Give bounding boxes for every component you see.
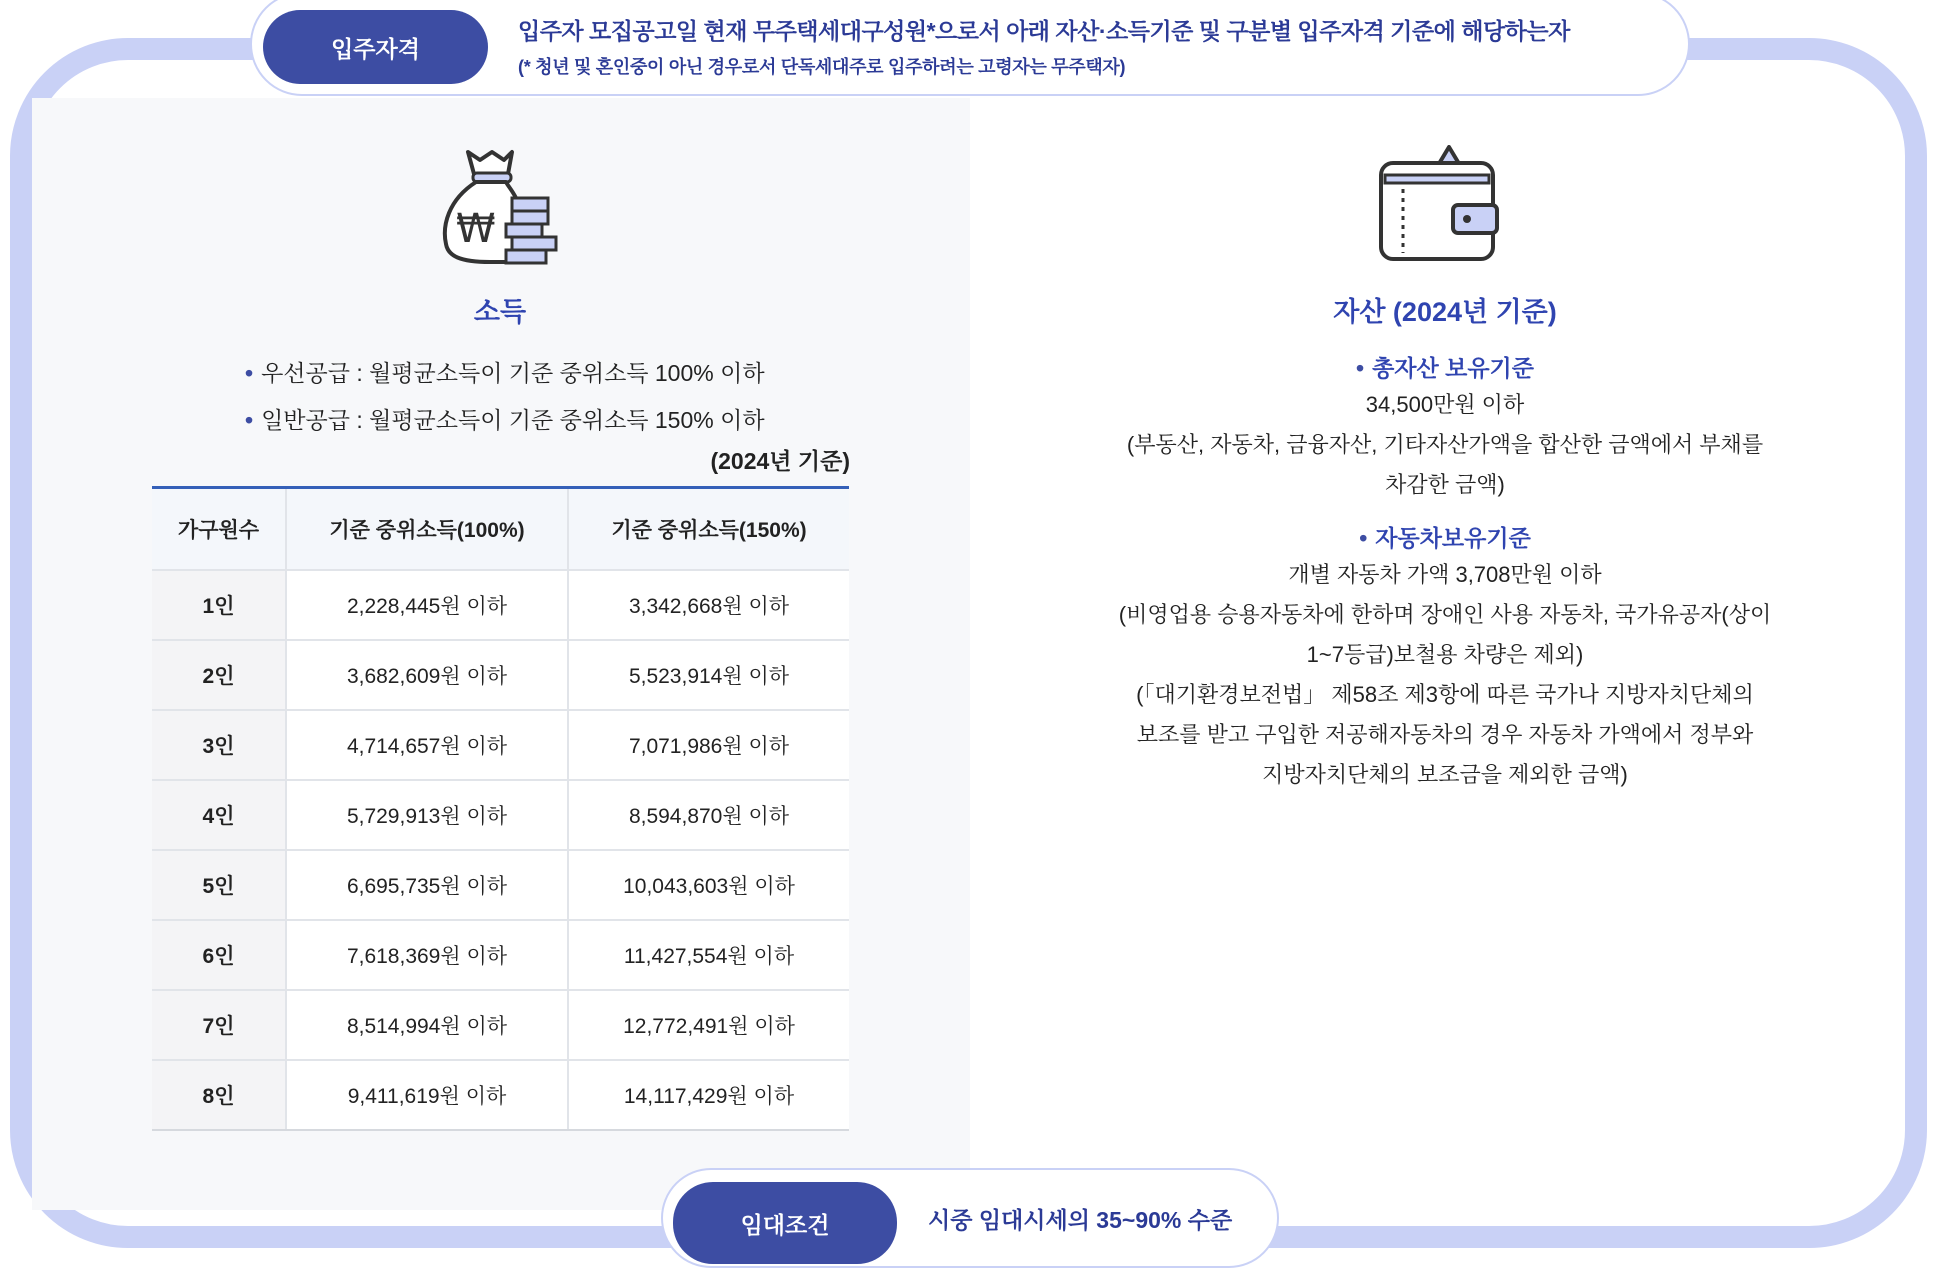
household-size-cell: 5인 [152,850,286,920]
table-row [152,710,849,780]
median-income-table [152,486,849,1131]
car-assets-note: 지방자치단체의 보조금을 제외한 금액) [1262,762,1628,787]
table-row [152,780,849,850]
svg-text:₩: ₩ [456,206,496,252]
income-150-cell: 11,427,554원 이하 [568,920,849,990]
money-bag-won-icon [440,148,565,268]
total-assets-value: 34,500만원 이하 [1365,392,1525,417]
income-100-cell: 4,714,657원 이하 [286,710,568,780]
income-150-cell: 3,342,668원 이하 [568,570,849,640]
car-assets-block [1095,520,1795,795]
rent-badge: 임대조건 [673,1182,897,1264]
income-bullet-general: • 일반공급 : 월평균소득이 기준 중위소득 150% 이하 [245,407,765,433]
rent-text: 시중 임대시세의 35~90% 수준 [928,1207,1233,1233]
income-100-cell: 5,729,913원 이하 [286,780,568,850]
table-row [152,920,849,990]
car-assets-note: (비영업용 승용자동차에 한하며 장애인 사용 자동차, 국가유공자(상이 [1118,602,1772,627]
car-assets-value: 개별 자동차 가액 3,708만원 이하 [1288,562,1602,587]
table-row [152,850,849,920]
income-100-cell: 6,695,735원 이하 [286,850,568,920]
eligibility-main-text: 입주자 모집공고일 현재 무주택세대구성원*으로서 아래 자산·소득기준 및 구분별 입주자격 기준에 해당하는자 [518,18,1570,44]
table-row [152,570,849,640]
total-assets-note: (부동산, 자동차, 금융자산, 기타자산가액을 합산한 금액에서 부채를 [1126,432,1764,457]
income-100-cell: 8,514,994원 이하 [286,990,568,1060]
household-size-cell: 1인 [152,570,286,640]
assets-title: 자산 (2024년 기준) [1333,297,1557,327]
household-size-cell: 6인 [152,920,286,990]
household-size-cell: 4인 [152,780,286,850]
bullet-dot-icon: • [245,360,254,386]
bullet-dot-icon: • [1356,355,1365,381]
income-100-cell: 7,618,369원 이하 [286,920,568,990]
eligibility-note-text: (* 청년 및 혼인중이 아닌 경우로서 단독세대주로 입주하려는 고령자는 무주택자) [518,57,1126,77]
household-size-cell: 2인 [152,640,286,710]
income-100-cell: 2,228,445원 이하 [286,570,568,640]
household-size-cell: 8인 [152,1060,286,1130]
table-row [152,990,849,1060]
income-150-cell: 10,043,603원 이하 [568,850,849,920]
household-size-cell: 7인 [152,990,286,1060]
car-assets-note: (「대기환경보전법」 제58조 제3항에 따른 국가나 지방자치단체의 [1136,682,1754,707]
income-150-cell: 8,594,870원 이하 [568,780,849,850]
table-header-row [152,488,849,571]
column-header: 기준 중위소득(100%) [286,488,568,571]
income-150-cell: 5,523,914원 이하 [568,640,849,710]
income-100-cell: 3,682,609원 이하 [286,640,568,710]
column-header: 기준 중위소득(150%) [568,488,849,571]
column-header: 가구원수 [152,488,286,571]
income-bullet-priority: • 우선공급 : 월평균소득이 기준 중위소득 100% 이하 [245,360,765,386]
car-assets-heading: • 자동차보유기준 [1359,525,1531,551]
bullet-dot-icon: • [245,407,254,433]
income-title: 소득 [473,297,527,327]
total-assets-heading: • 총자산 보유기준 [1356,355,1534,381]
total-assets-block [1095,350,1795,505]
income-150-cell: 7,071,986원 이하 [568,710,849,780]
income-150-cell: 12,772,491원 이하 [568,990,849,1060]
income-100-cell: 9,411,619원 이하 [286,1060,568,1130]
car-assets-note: 1~7등급)보철용 차량은 제외) [1306,642,1584,667]
total-assets-note: 차감한 금액) [1385,472,1505,497]
bullet-dot-icon: • [1359,525,1368,551]
income-base-year: (2024년 기준) [710,448,850,474]
eligibility-badge: 입주자격 [263,10,488,84]
wallet-icon [1375,145,1505,265]
car-assets-note: 보조를 받고 구입한 저공해자동차의 경우 자동차 가액에서 정부와 [1136,722,1754,747]
income-150-cell: 14,117,429원 이하 [568,1060,849,1130]
table-row [152,640,849,710]
table-row [152,1060,849,1130]
household-size-cell: 3인 [152,710,286,780]
